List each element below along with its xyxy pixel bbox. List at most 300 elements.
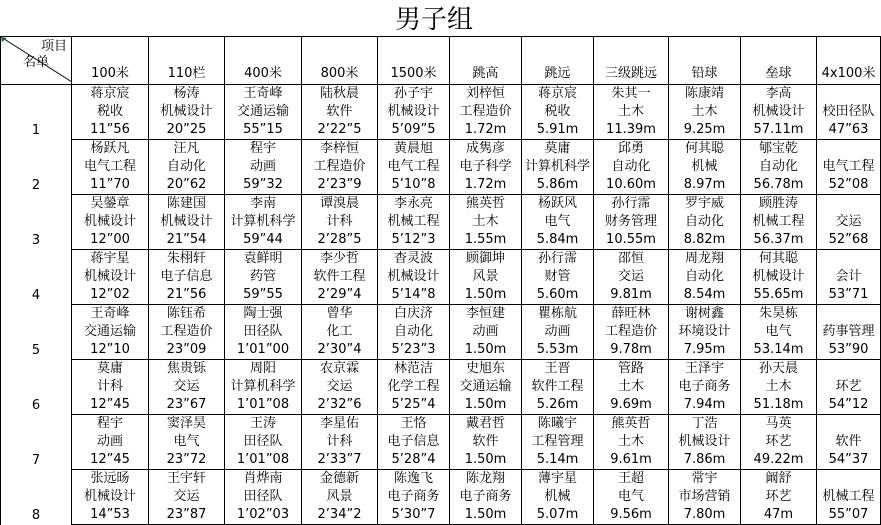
score-cell: 5’28”4 xyxy=(378,451,450,470)
department-cell: 机械设计 xyxy=(741,103,817,121)
score-cell: 12”45 xyxy=(72,451,149,470)
department-cell: 电子信息 xyxy=(378,433,450,451)
department-cell: 工程造价 xyxy=(302,158,378,176)
department-cell: 动画 xyxy=(72,433,149,451)
athlete-name-cell: 罗宇威 xyxy=(669,195,741,214)
score-cell: 56.78m xyxy=(741,176,817,195)
score-cell: 57.11m xyxy=(741,121,817,140)
department-cell: 电气工程 xyxy=(817,158,881,176)
athlete-name-cell: 莫庸 xyxy=(72,360,149,379)
department-cell: 电气 xyxy=(149,433,225,451)
department-cell: 工程造价 xyxy=(450,103,522,121)
table-row xyxy=(1,433,881,451)
athlete-name-cell: 熊英哲 xyxy=(450,195,522,214)
department-cell: 机械设计 xyxy=(741,268,817,286)
athlete-name-cell: 陈逸飞 xyxy=(378,470,450,489)
score-cell: 5.07m xyxy=(522,506,594,525)
athlete-name-cell: 李少哲 xyxy=(302,250,378,269)
department-cell: 财务管理 xyxy=(594,213,669,231)
athlete-name-cell: 谭溴晨 xyxy=(302,195,378,214)
score-cell: 47”63 xyxy=(817,121,881,140)
department-cell: 土木 xyxy=(594,378,669,396)
score-cell: 21”56 xyxy=(149,286,225,305)
athlete-name-cell: 李高 xyxy=(741,85,817,104)
table-row xyxy=(1,451,881,470)
athlete-name-cell: 孙子宇 xyxy=(378,85,450,104)
department-cell: 财管 xyxy=(522,268,594,286)
athlete-name-cell xyxy=(817,195,881,214)
athlete-name-cell: 肖烨南 xyxy=(225,470,302,489)
athlete-name-cell: 王奇峰 xyxy=(72,305,149,324)
department-cell: 电气工程 xyxy=(378,158,450,176)
athlete-name-cell: 焦贵铄 xyxy=(149,360,225,379)
row-index: 3 xyxy=(1,195,72,250)
row-index: 8 xyxy=(1,470,72,525)
athlete-name-cell xyxy=(817,305,881,324)
score-cell: 1.50m xyxy=(450,286,522,305)
department-cell: 交运 xyxy=(302,378,378,396)
score-cell: 1’01”08 xyxy=(225,451,302,470)
athlete-name-cell: 熊英哲 xyxy=(594,415,669,434)
department-cell: 机械 xyxy=(669,158,741,176)
department-cell: 会计 xyxy=(817,268,881,286)
athlete-name-cell: 蒋京宸 xyxy=(522,85,594,104)
athlete-name-cell: 邱勇 xyxy=(594,140,669,159)
score-cell: 5.91m xyxy=(522,121,594,140)
score-cell: 5.86m xyxy=(522,176,594,195)
athlete-name-cell: 曾华 xyxy=(302,305,378,324)
score-cell: 1’01”08 xyxy=(225,396,302,415)
athlete-name-cell xyxy=(817,250,881,269)
page-title: 男子组 xyxy=(394,5,473,35)
department-cell: 计算机科学 xyxy=(225,213,302,231)
score-cell: 11.39m xyxy=(594,121,669,140)
department-cell: 交运 xyxy=(149,488,225,506)
score-cell: 59”55 xyxy=(225,286,302,305)
department-cell: 动画 xyxy=(225,158,302,176)
athlete-name-cell: 陈建国 xyxy=(149,195,225,214)
department-cell: 机械设计 xyxy=(72,213,149,231)
department-cell: 机械工程 xyxy=(378,213,450,231)
athlete-name-cell: 王涛 xyxy=(225,415,302,434)
score-cell: 8.54m xyxy=(669,286,741,305)
department-cell: 自动化 xyxy=(669,268,741,286)
score-cell: 5’09”5 xyxy=(378,121,450,140)
department-cell: 电气工程 xyxy=(72,158,149,176)
score-cell: 55.65m xyxy=(741,286,817,305)
athlete-name-cell: 陶士强 xyxy=(225,305,302,324)
score-cell: 23”09 xyxy=(149,341,225,360)
department-cell: 机械 xyxy=(522,488,594,506)
department-cell: 田径队 xyxy=(225,488,302,506)
department-cell: 自动化 xyxy=(594,158,669,176)
department-cell: 交运 xyxy=(817,213,881,231)
department-cell: 自动化 xyxy=(149,158,225,176)
table-row xyxy=(1,360,881,379)
table-row xyxy=(1,231,881,250)
athlete-name-cell: 王奇峰 xyxy=(225,85,302,104)
department-cell: 工程管理 xyxy=(522,433,594,451)
score-cell: 53”71 xyxy=(817,286,881,305)
score-cell: 12”00 xyxy=(72,231,149,250)
athlete-name-cell: 孙行霈 xyxy=(594,195,669,214)
score-cell: 1.55m xyxy=(450,231,522,250)
athlete-name-cell: 李梓恒 xyxy=(302,140,378,159)
department-cell: 环艺 xyxy=(817,378,881,396)
score-cell: 5.14m xyxy=(522,451,594,470)
table-row xyxy=(1,268,881,286)
table-row xyxy=(1,378,881,396)
score-cell: 51.18m xyxy=(741,396,817,415)
table-row xyxy=(1,195,881,214)
table-row xyxy=(1,286,881,305)
score-cell: 2’29”4 xyxy=(302,286,378,305)
score-cell: 1’02”03 xyxy=(225,506,302,525)
corner-label-names: 名单 xyxy=(23,55,50,70)
department-cell: 软件 xyxy=(302,103,378,121)
event-header: 400米 xyxy=(225,37,302,85)
athlete-name-cell: 成隽彦 xyxy=(450,140,522,159)
score-cell: 23”72 xyxy=(149,451,225,470)
athlete-name-cell: 薛旺林 xyxy=(594,305,669,324)
athlete-name-cell: 郇宝乾 xyxy=(741,140,817,159)
header-row xyxy=(1,37,881,85)
department-cell: 田径队 xyxy=(225,323,302,341)
athlete-name-cell: 顾御坤 xyxy=(450,250,522,269)
score-cell: 5.60m xyxy=(522,286,594,305)
athlete-name-cell: 朱其一 xyxy=(594,85,669,104)
score-cell: 1.50m xyxy=(450,396,522,415)
department-cell: 电子信息 xyxy=(149,268,225,286)
athlete-name-cell: 顾胜涛 xyxy=(741,195,817,214)
department-cell: 校田径队 xyxy=(817,103,881,121)
score-cell: 59”32 xyxy=(225,176,302,195)
score-cell: 8.82m xyxy=(669,231,741,250)
department-cell: 计科 xyxy=(302,433,378,451)
score-cell: 55”07 xyxy=(817,506,881,525)
athlete-name-cell: 农京霖 xyxy=(302,360,378,379)
department-cell: 市场营销 xyxy=(669,488,741,506)
department-cell: 自动化 xyxy=(669,213,741,231)
department-cell: 土木 xyxy=(669,103,741,121)
athlete-name-cell xyxy=(817,140,881,159)
athlete-name-cell: 莫庸 xyxy=(522,140,594,159)
athlete-name-cell: 李星佑 xyxy=(302,415,378,434)
event-header: 100米 xyxy=(72,37,149,85)
event-header: 跳远 xyxy=(522,37,594,85)
score-cell: 9.78m xyxy=(594,341,669,360)
athlete-name-cell: 薄宇星 xyxy=(522,470,594,489)
score-cell: 2’22”5 xyxy=(302,121,378,140)
table-row xyxy=(1,396,881,415)
athlete-name-cell: 吴鎣章 xyxy=(72,195,149,214)
department-cell: 软件 xyxy=(817,433,881,451)
athlete-name-cell: 蒋宇星 xyxy=(72,250,149,269)
athlete-name-cell: 陈龙翔 xyxy=(450,470,522,489)
score-cell: 10.55m xyxy=(594,231,669,250)
athlete-name-cell: 管路 xyxy=(594,360,669,379)
score-cell: 12”02 xyxy=(72,286,149,305)
event-header: 垒球 xyxy=(741,37,817,85)
score-cell: 20”25 xyxy=(149,121,225,140)
department-cell: 环艺 xyxy=(741,488,817,506)
department-cell: 机械工程 xyxy=(817,488,881,506)
table-row xyxy=(1,250,881,269)
athlete-name-cell: 邵恒 xyxy=(594,250,669,269)
department-cell: 机械设计 xyxy=(149,103,225,121)
department-cell: 化工 xyxy=(302,323,378,341)
table-row xyxy=(1,121,881,140)
athlete-name-cell: 丁浩 xyxy=(669,415,741,434)
score-cell: 20”62 xyxy=(149,176,225,195)
athlete-name-cell: 陈曦宇 xyxy=(522,415,594,434)
department-cell: 环艺 xyxy=(741,433,817,451)
department-cell: 交运 xyxy=(594,268,669,286)
department-cell: 交通运输 xyxy=(72,323,149,341)
athlete-name-cell: 陈康靖 xyxy=(669,85,741,104)
athlete-name-cell: 阚舒 xyxy=(741,470,817,489)
department-cell: 药管 xyxy=(225,268,302,286)
athlete-name-cell: 王晋 xyxy=(522,360,594,379)
department-cell: 土木 xyxy=(594,103,669,121)
athlete-name-cell: 戴君哲 xyxy=(450,415,522,434)
athlete-name-cell: 李永亮 xyxy=(378,195,450,214)
department-cell: 电子商务 xyxy=(450,488,522,506)
score-cell: 52”08 xyxy=(817,176,881,195)
athlete-name-cell: 张远旸 xyxy=(72,470,149,489)
athlete-name-cell: 白庆济 xyxy=(378,305,450,324)
department-cell: 电子科学 xyxy=(450,158,522,176)
table-row xyxy=(1,323,881,341)
department-cell: 化学工程 xyxy=(378,378,450,396)
department-cell: 软件 xyxy=(450,433,522,451)
table-row xyxy=(1,488,881,506)
score-cell: 59”44 xyxy=(225,231,302,250)
department-cell: 机械设计 xyxy=(72,268,149,286)
department-cell: 交运 xyxy=(149,378,225,396)
score-cell: 21”54 xyxy=(149,231,225,250)
department-cell: 环境设计 xyxy=(669,323,741,341)
athlete-name-cell xyxy=(817,85,881,104)
score-cell: 2’30”4 xyxy=(302,341,378,360)
score-cell: 5.84m xyxy=(522,231,594,250)
table-row xyxy=(1,140,881,159)
score-cell: 11”56 xyxy=(72,121,149,140)
department-cell: 计科 xyxy=(302,213,378,231)
row-index: 1 xyxy=(1,85,72,140)
athlete-name-cell: 王超 xyxy=(594,470,669,489)
score-cell: 23”87 xyxy=(149,506,225,525)
table-row xyxy=(1,103,881,121)
score-cell: 55”15 xyxy=(225,121,302,140)
athlete-name-cell: 孙天晨 xyxy=(741,360,817,379)
event-header: 4x100米 xyxy=(817,37,881,85)
score-cell: 11”70 xyxy=(72,176,149,195)
table-row xyxy=(1,470,881,489)
department-cell: 动画 xyxy=(450,323,522,341)
score-cell: 53.14m xyxy=(741,341,817,360)
department-cell: 交通运输 xyxy=(225,103,302,121)
row-index: 2 xyxy=(1,140,72,195)
department-cell: 风景 xyxy=(450,268,522,286)
score-cell: 23”67 xyxy=(149,396,225,415)
event-header: 铅球 xyxy=(669,37,741,85)
event-header: 跳高 xyxy=(450,37,522,85)
department-cell: 机械设计 xyxy=(149,213,225,231)
row-index: 7 xyxy=(1,415,72,470)
score-cell: 1.50m xyxy=(450,341,522,360)
athlete-name-cell: 程宇 xyxy=(225,140,302,159)
athlete-name-cell: 王恪 xyxy=(378,415,450,434)
department-cell: 电气 xyxy=(594,488,669,506)
department-cell: 机械设计 xyxy=(378,103,450,121)
score-cell: 7.86m xyxy=(669,451,741,470)
department-cell: 自动化 xyxy=(378,323,450,341)
results-table xyxy=(0,36,881,525)
department-cell: 电气 xyxy=(522,213,594,231)
table-row xyxy=(1,158,881,176)
table-row xyxy=(1,341,881,360)
score-cell: 1.72m xyxy=(450,121,522,140)
athlete-name-cell: 王宇轩 xyxy=(149,470,225,489)
score-cell: 5.53m xyxy=(522,341,594,360)
department-cell: 土木 xyxy=(450,213,522,231)
score-cell: 8.97m xyxy=(669,176,741,195)
department-cell: 电子商务 xyxy=(669,378,741,396)
athlete-name-cell: 陆秋晨 xyxy=(302,85,378,104)
department-cell: 自动化 xyxy=(741,158,817,176)
score-cell: 1.50m xyxy=(450,451,522,470)
athlete-name-cell: 陈钰希 xyxy=(149,305,225,324)
department-cell: 软件工程 xyxy=(522,378,594,396)
score-cell: 12”10 xyxy=(72,341,149,360)
athlete-name-cell: 马英 xyxy=(741,415,817,434)
athlete-name-cell: 杨跃风 xyxy=(522,195,594,214)
athlete-name-cell: 杨跃凡 xyxy=(72,140,149,159)
row-index: 5 xyxy=(1,305,72,360)
score-cell: 5’23”3 xyxy=(378,341,450,360)
score-cell: 2’23”9 xyxy=(302,176,378,195)
score-cell: 2’34”2 xyxy=(302,506,378,525)
athlete-name-cell xyxy=(817,415,881,434)
athlete-name-cell: 王泽宇 xyxy=(669,360,741,379)
event-header: 三级跳远 xyxy=(594,37,669,85)
athlete-name-cell: 程宇 xyxy=(72,415,149,434)
department-cell: 田径队 xyxy=(225,433,302,451)
athlete-name-cell: 何其聪 xyxy=(741,250,817,269)
score-cell: 9.56m xyxy=(594,506,669,525)
score-cell: 10.60m xyxy=(594,176,669,195)
athlete-name-cell: 袁鲜明 xyxy=(225,250,302,269)
score-cell: 1.50m xyxy=(450,506,522,525)
score-cell: 12”45 xyxy=(72,396,149,415)
athlete-name-cell: 蒋京宸 xyxy=(72,85,149,104)
athlete-name-cell: 金德新 xyxy=(302,470,378,489)
score-cell: 5’14”8 xyxy=(378,286,450,305)
department-cell: 计科 xyxy=(72,378,149,396)
score-cell: 9.61m xyxy=(594,451,669,470)
athlete-name-cell: 瞿栋航 xyxy=(522,305,594,324)
score-cell: 9.69m xyxy=(594,396,669,415)
score-cell: 52”68 xyxy=(817,231,881,250)
department-cell: 工程造价 xyxy=(594,323,669,341)
score-cell: 7.94m xyxy=(669,396,741,415)
athlete-name-cell: 李恒建 xyxy=(450,305,522,324)
department-cell: 计算机科学 xyxy=(225,378,302,396)
row-index: 6 xyxy=(1,360,72,415)
score-cell: 1’01”00 xyxy=(225,341,302,360)
corner-label-events: 项目 xyxy=(40,39,67,54)
department-cell: 税收 xyxy=(522,103,594,121)
corner-cell xyxy=(1,37,72,85)
athlete-name-cell: 常宇 xyxy=(669,470,741,489)
score-cell: 5.26m xyxy=(522,396,594,415)
athlete-name-cell: 黄晨旭 xyxy=(378,140,450,159)
athlete-name-cell: 周阳 xyxy=(225,360,302,379)
score-cell: 1.72m xyxy=(450,176,522,195)
department-cell: 动画 xyxy=(522,323,594,341)
athlete-name-cell: 林范洁 xyxy=(378,360,450,379)
department-cell: 电子商务 xyxy=(378,488,450,506)
department-cell: 药事管理 xyxy=(817,323,881,341)
table-row xyxy=(1,176,881,195)
department-cell: 电气 xyxy=(741,323,817,341)
score-cell: 7.80m xyxy=(669,506,741,525)
table-row xyxy=(1,305,881,324)
athlete-name-cell: 汪凡 xyxy=(149,140,225,159)
score-cell: 2’32”6 xyxy=(302,396,378,415)
score-cell: 2’33”7 xyxy=(302,451,378,470)
department-cell: 机械工程 xyxy=(741,213,817,231)
athlete-name-cell: 窦泽昊 xyxy=(149,415,225,434)
department-cell: 机械设计 xyxy=(669,433,741,451)
score-cell: 5’12”3 xyxy=(378,231,450,250)
athlete-name-cell: 朱昊栋 xyxy=(741,305,817,324)
score-cell: 14”53 xyxy=(72,506,149,525)
department-cell: 计算机科学 xyxy=(522,158,594,176)
table-row xyxy=(1,85,881,104)
score-cell: 2’28”5 xyxy=(302,231,378,250)
event-header: 1500米 xyxy=(378,37,450,85)
athlete-name-cell xyxy=(817,360,881,379)
score-cell: 47m xyxy=(741,506,817,525)
department-cell: 软件工程 xyxy=(302,268,378,286)
department-cell: 土木 xyxy=(594,433,669,451)
table-row xyxy=(1,213,881,231)
athlete-name-cell: 李南 xyxy=(225,195,302,214)
athlete-name-cell: 杨涛 xyxy=(149,85,225,104)
score-cell: 5’10”8 xyxy=(378,176,450,195)
score-cell: 9.81m xyxy=(594,286,669,305)
athlete-name-cell: 杳灵波 xyxy=(378,250,450,269)
score-cell: 9.25m xyxy=(669,121,741,140)
athlete-name-cell: 何其聪 xyxy=(669,140,741,159)
table-row xyxy=(1,415,881,434)
athlete-name-cell: 朱栩轩 xyxy=(149,250,225,269)
athlete-name-cell: 史旭东 xyxy=(450,360,522,379)
department-cell: 土木 xyxy=(741,378,817,396)
score-cell: 56.37m xyxy=(741,231,817,250)
score-cell: 5’30”7 xyxy=(378,506,450,525)
event-header: 800米 xyxy=(302,37,378,85)
department-cell: 机械设计 xyxy=(378,268,450,286)
table-row xyxy=(1,506,881,525)
department-cell: 风景 xyxy=(302,488,378,506)
department-cell: 机械设计 xyxy=(72,488,149,506)
score-cell: 5’25”4 xyxy=(378,396,450,415)
department-cell: 工程造价 xyxy=(149,323,225,341)
athlete-name-cell xyxy=(817,470,881,489)
